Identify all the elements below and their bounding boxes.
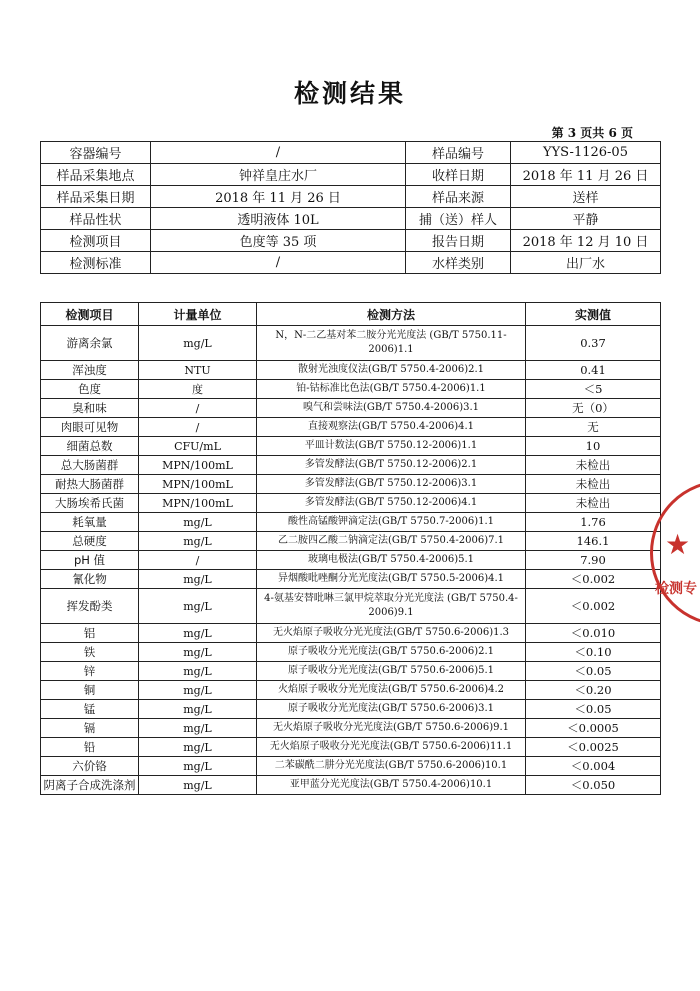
result-row [41,380,661,399]
result-method: 无火焰原子吸收分光光度法(GB/T 5750.6-2006)1.3 [257,624,526,643]
result-row [41,551,661,570]
result-value: 未检出 [526,456,661,475]
result-value: ＜0.050 [526,776,661,795]
info-row [41,142,661,164]
result-value: 1.76 [526,513,661,532]
result-row [41,513,661,532]
result-unit: / [139,399,257,418]
result-item-name: 耐热大肠菌群 [41,475,139,494]
result-value: ＜5 [526,380,661,399]
result-unit: / [139,418,257,437]
result-value: ＜0.05 [526,700,661,719]
result-method: 多管发酵法(GB/T 5750.12-2006)3.1 [257,475,526,494]
result-unit: mg/L [139,570,257,589]
result-value: 未检出 [526,494,661,513]
info-value: 出厂水 [511,252,661,274]
result-value: ＜0.0005 [526,719,661,738]
result-value: ＜0.10 [526,643,661,662]
result-method: 4-氨基安替吡啉三氯甲烷萃取分光光度法 (GB/T 5750.4-2006)9.1 [257,589,526,624]
result-item-name: 耗氧量 [41,513,139,532]
result-row [41,738,661,757]
info-value: 钟祥皇庄水厂 [151,164,406,186]
info-label: 水样类别 [406,252,511,274]
result-row [41,719,661,738]
result-value: 7.90 [526,551,661,570]
result-row [41,700,661,719]
result-unit: MPN/100mL [139,494,257,513]
header-unit: 计量单位 [139,303,257,326]
header-value: 实测值 [526,303,661,326]
info-label: 容器编号 [41,142,151,164]
result-method: 异烟酸吡唑酮分光光度法(GB/T 5750.5-2006)4.1 [257,570,526,589]
info-label: 样品采集日期 [41,186,151,208]
result-row [41,624,661,643]
info-value: / [151,142,406,164]
result-method: 多管发酵法(GB/T 5750.12-2006)4.1 [257,494,526,513]
result-unit: mg/L [139,589,257,624]
result-unit: mg/L [139,643,257,662]
result-unit: mg/L [139,738,257,757]
info-value: 2018 年 12 月 10 日 [511,230,661,252]
result-item-name: 肉眼可见物 [41,418,139,437]
info-row [41,252,661,274]
result-method: 亚甲蓝分光光度法(GB/T 5750.4-2006)10.1 [257,776,526,795]
stamp-text: 检测专 [655,581,697,597]
result-value: ＜0.004 [526,757,661,776]
result-unit: CFU/mL [139,437,257,456]
result-method: 直接观察法(GB/T 5750.4-2006)4.1 [257,418,526,437]
result-item-name: 总硬度 [41,532,139,551]
result-item-name: 大肠埃希氏菌 [41,494,139,513]
result-value: 146.1 [526,532,661,551]
result-row [41,326,661,361]
info-value: 2018 年 11 月 26 日 [511,164,661,186]
result-unit: mg/L [139,513,257,532]
result-value: ＜0.002 [526,570,661,589]
result-item-name: 总大肠菌群 [41,456,139,475]
result-item-name: 挥发酚类 [41,589,139,624]
result-method: 玻璃电极法(GB/T 5750.4-2006)5.1 [257,551,526,570]
result-method: N，N-二乙基对苯二胺分光光度法 (GB/T 5750.11-2006)1.1 [257,326,526,361]
results-table [40,302,661,795]
result-item-name: 细菌总数 [41,437,139,456]
result-row [41,643,661,662]
result-unit: mg/L [139,776,257,795]
info-value: 平静 [511,208,661,230]
result-method: 多管发酵法(GB/T 5750.12-2006)2.1 [257,456,526,475]
info-row [41,164,661,186]
result-item-name: 游离余氯 [41,326,139,361]
info-label: 收样日期 [406,164,511,186]
sample-info-table [40,141,661,274]
page-number: 第 3 页共 6 页 [551,126,633,140]
result-item-name: 铜 [41,681,139,700]
result-value: ＜0.002 [526,589,661,624]
info-label: 样品性状 [41,208,151,230]
result-method: 酸性高锰酸钾滴定法(GB/T 5750.7-2006)1.1 [257,513,526,532]
result-value: ＜0.0025 [526,738,661,757]
results-header-row [41,303,661,326]
result-item-name: 铁 [41,643,139,662]
result-item-name: 色度 [41,380,139,399]
info-label: 样品来源 [406,186,511,208]
info-row [41,186,661,208]
result-value: ＜0.010 [526,624,661,643]
result-method: 无火焰原子吸收分光光度法(GB/T 5750.6-2006)11.1 [257,738,526,757]
result-item-name: 铝 [41,624,139,643]
result-unit: mg/L [139,719,257,738]
result-item-name: 锌 [41,662,139,681]
result-item-name: 臭和味 [41,399,139,418]
result-row [41,494,661,513]
result-item-name: 浑浊度 [41,361,139,380]
result-item-name: 氰化物 [41,570,139,589]
info-value: / [151,252,406,274]
result-method: 火焰原子吸收分光光度法(GB/T 5750.6-2006)4.2 [257,681,526,700]
result-method: 原子吸收分光光度法(GB/T 5750.6-2006)2.1 [257,643,526,662]
result-method: 二苯碳酰二肼分光光度法(GB/T 5750.6-2006)10.1 [257,757,526,776]
result-row [41,662,661,681]
result-item-name: 六价铬 [41,757,139,776]
result-unit: mg/L [139,624,257,643]
result-row [41,418,661,437]
result-value: 0.37 [526,326,661,361]
result-method: 乙二胺四乙酸二钠滴定法(GB/T 5750.4-2006)7.1 [257,532,526,551]
result-method: 原子吸收分光光度法(GB/T 5750.6-2006)3.1 [257,700,526,719]
result-value: ＜0.20 [526,681,661,700]
result-row [41,361,661,380]
result-row [41,757,661,776]
result-unit: mg/L [139,757,257,776]
result-method: 嗅气和尝味法(GB/T 5750.4-2006)3.1 [257,399,526,418]
result-row [41,456,661,475]
info-value: 色度等 35 项 [151,230,406,252]
result-row [41,681,661,700]
info-label: 样品采集地点 [41,164,151,186]
info-label: 捕（送）样人 [406,208,511,230]
header-item: 检测项目 [41,303,139,326]
header-method: 检测方法 [257,303,526,326]
result-method: 无火焰原子吸收分光光度法(GB/T 5750.6-2006)9.1 [257,719,526,738]
result-unit: mg/L [139,681,257,700]
info-value: 2018 年 11 月 26 日 [151,186,406,208]
star-icon: ★ [665,528,691,561]
result-item-name: 锰 [41,700,139,719]
result-unit: mg/L [139,326,257,361]
info-label: 样品编号 [406,142,511,164]
result-row [41,570,661,589]
result-method: 平皿计数法(GB/T 5750.12-2006)1.1 [257,437,526,456]
info-value: 透明液体 10L [151,208,406,230]
result-unit: / [139,551,257,570]
result-value: 0.41 [526,361,661,380]
info-row [41,230,661,252]
result-item-name: pH 值 [41,551,139,570]
result-value: 10 [526,437,661,456]
result-unit: mg/L [139,700,257,719]
result-unit: mg/L [139,532,257,551]
result-value: ＜0.05 [526,662,661,681]
result-unit: mg/L [139,662,257,681]
page-title: 检测结果 [293,79,406,108]
info-value: YYS-1126-05 [511,142,661,164]
info-label: 报告日期 [406,230,511,252]
result-row [41,437,661,456]
info-label: 检测标准 [41,252,151,274]
result-item-name: 铅 [41,738,139,757]
result-row [41,475,661,494]
result-method: 散射光浊度仪法(GB/T 5750.4-2006)2.1 [257,361,526,380]
info-value: 送样 [511,186,661,208]
result-unit: NTU [139,361,257,380]
result-item-name: 镉 [41,719,139,738]
result-unit: 度 [139,380,257,399]
result-value: 无（0） [526,399,661,418]
result-row [41,589,661,624]
info-label: 检测项目 [41,230,151,252]
result-row [41,776,661,795]
result-unit: MPN/100mL [139,475,257,494]
result-value: 未检出 [526,475,661,494]
result-row [41,399,661,418]
result-unit: MPN/100mL [139,456,257,475]
result-item-name: 阴离子合成洗涤剂 [41,776,139,795]
result-row [41,532,661,551]
info-row [41,208,661,230]
result-method: 铂-钴标准比色法(GB/T 5750.4-2006)1.1 [257,380,526,399]
result-method: 原子吸收分光光度法(GB/T 5750.6-2006)5.1 [257,662,526,681]
result-value: 无 [526,418,661,437]
